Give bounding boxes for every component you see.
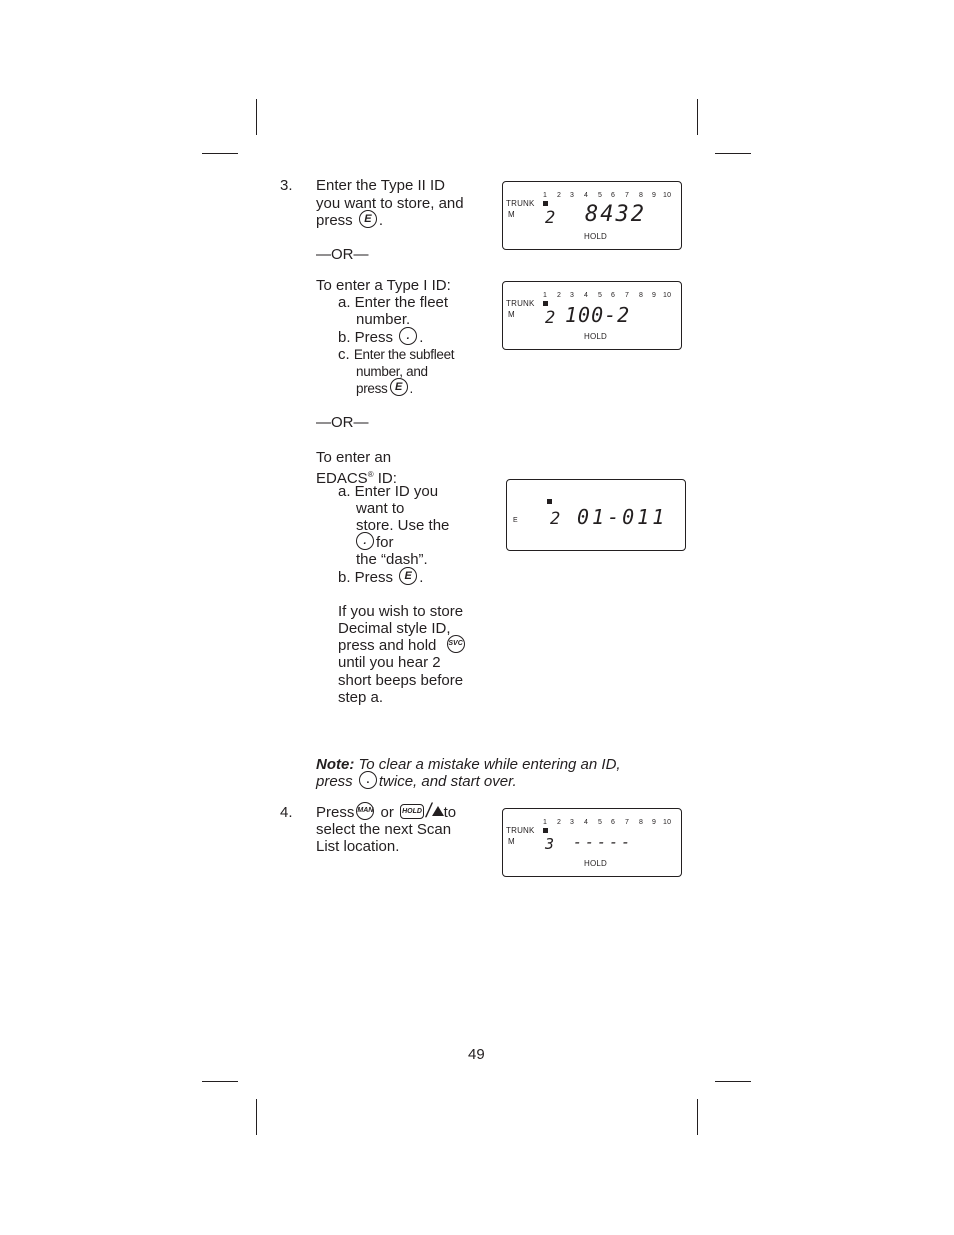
id-digits: ----- [573, 833, 634, 851]
step-4-number: 4. [280, 804, 293, 821]
channel-number: 5 [598, 292, 603, 299]
note-end-text: twice, and start over. [378, 773, 517, 790]
crop-mark [256, 1099, 257, 1135]
period-text: . [378, 212, 384, 229]
note-line2 [316, 773, 517, 791]
decimal-line2: Decimal style ID, [338, 620, 451, 637]
edacs-a4 [356, 534, 394, 552]
channel-number: 10 [663, 292, 672, 299]
step-4-line1 [316, 799, 457, 822]
channel-number: 6 [611, 192, 616, 199]
step-4-line3: List location. [316, 838, 400, 855]
type1-b-text: b. Press [338, 329, 394, 346]
crop-mark [715, 153, 751, 154]
for-text: for [376, 534, 394, 551]
edacs-a1: a. Enter ID you [338, 483, 439, 500]
id-digits: 100-2 [565, 303, 631, 327]
step-3-line1: Enter the Type II ID [316, 177, 445, 194]
note-text: To clear a mistake while entering an ID, [358, 756, 621, 773]
channel-number: 4 [584, 292, 589, 299]
note-line1 [316, 756, 621, 773]
indicator [547, 499, 552, 504]
crop-mark [697, 1099, 698, 1135]
trunk-indicator [543, 301, 548, 306]
or-divider: —OR— [316, 246, 369, 263]
edacs-title1: To enter an [316, 449, 392, 466]
channel-number: 4 [584, 192, 589, 199]
decimal-line3 [338, 637, 467, 655]
channel-number: 1 [543, 192, 548, 199]
press-text: Press [316, 804, 355, 821]
step-3-number: 3. [280, 177, 293, 194]
bank-digit: 3 [545, 835, 557, 853]
channel-number: 6 [611, 819, 616, 826]
press-hold-text: press and hold [338, 637, 437, 654]
edacs-a3: store. Use the [356, 517, 450, 534]
period-text: . [419, 329, 424, 346]
channel-number: 2 [557, 819, 562, 826]
m-label: M [508, 310, 515, 319]
id-digits: 8432 [585, 202, 646, 227]
channel-number: 9 [652, 292, 657, 299]
type1-a2: number. [356, 311, 411, 328]
bank-digit: 2 [545, 308, 558, 328]
period-text: . [409, 381, 413, 396]
trunk-label: TRUNK [506, 826, 535, 835]
channel-number: 6 [611, 292, 616, 299]
e-key-icon: E [399, 567, 417, 585]
dot-key-icon: . [356, 532, 374, 550]
trunk-indicator [543, 201, 548, 206]
crop-mark [697, 99, 698, 135]
e-label: E [513, 517, 518, 524]
channel-number: 3 [570, 819, 575, 826]
channel-number: 3 [570, 192, 575, 199]
step-3-line2: you want to store, and [316, 195, 464, 212]
or-text: or [380, 804, 394, 821]
dot-key-icon: . [399, 327, 417, 345]
or-divider: —OR— [316, 414, 369, 431]
channel-number: 8 [639, 192, 644, 199]
crop-mark [202, 153, 238, 154]
hold-label: HOLD [584, 859, 608, 868]
m-label: M [508, 210, 515, 219]
decimal-line5: short beeps before [338, 672, 464, 689]
man-key-icon: MAN [356, 802, 374, 820]
channel-number: 3 [570, 292, 575, 299]
note-label: Note: [316, 756, 355, 773]
press-text: press [356, 381, 388, 396]
channel-number: 5 [598, 192, 603, 199]
trunk-label: TRUNK [506, 199, 535, 208]
channel-number: 2 [557, 292, 562, 299]
edacs-text: EDACS [316, 470, 368, 487]
e-key-icon: E [359, 210, 377, 228]
crop-mark [202, 1081, 238, 1082]
lcd-display-type2 [502, 181, 682, 250]
channel-number: 10 [663, 819, 672, 826]
hold-key-icon: HOLD [400, 804, 424, 819]
m-label: M [508, 837, 515, 846]
type1-c3 [356, 380, 413, 398]
channel-number: 1 [543, 819, 548, 826]
type1-a1: a. Enter the fleet [338, 294, 449, 311]
to-text: to [443, 804, 457, 821]
lcd-display-edacs [506, 479, 686, 551]
press-text: press [316, 773, 353, 790]
registered-mark: ® [367, 470, 374, 479]
svc-key-icon: SVC [447, 635, 465, 653]
lcd-display-next [502, 808, 682, 877]
type1-title: To enter a Type I ID: [316, 277, 451, 294]
lcd-display-type1 [502, 281, 682, 350]
channel-number: 5 [598, 819, 603, 826]
channel-number: 2 [557, 192, 562, 199]
channel-number: 9 [652, 819, 657, 826]
up-arrow-icon [432, 806, 444, 816]
trunk-indicator [543, 828, 548, 833]
channel-number: 7 [625, 192, 630, 199]
type1-c1-text: Enter the subfleet [353, 347, 455, 362]
decimal-line4: until you hear 2 [338, 654, 441, 671]
e-key-icon: E [390, 378, 408, 396]
type1-b [338, 329, 423, 347]
step-4-line2: select the next Scan [316, 821, 452, 838]
decimal-line1: If you wish to store [338, 603, 464, 620]
bank-digit: 2 [550, 509, 563, 529]
dot-key-icon: . [359, 771, 377, 789]
channel-number: 10 [663, 192, 672, 199]
type1-c2: number, and [356, 364, 428, 379]
bank-digit: 2 [545, 208, 558, 228]
edacs-b-text: b. Press [338, 569, 394, 586]
trunk-label: TRUNK [506, 299, 535, 308]
decimal-line6: step a. [338, 689, 384, 706]
channel-number: 7 [625, 819, 630, 826]
crop-mark [715, 1081, 751, 1082]
step-3-line3 [316, 212, 383, 230]
type1-c1 [338, 346, 454, 363]
period-text: . [419, 569, 424, 586]
channel-number: 8 [639, 292, 644, 299]
slash-icon: / [424, 799, 434, 822]
press-text: press [316, 212, 353, 229]
crop-mark [256, 99, 257, 135]
hold-label: HOLD [584, 332, 608, 341]
channel-number: 4 [584, 819, 589, 826]
id-digits: 01-011 [577, 505, 668, 529]
edacs-a2: want to [356, 500, 405, 517]
page-number: 49 [468, 1046, 485, 1063]
id-text: ID: [373, 470, 397, 487]
channel-number: 8 [639, 819, 644, 826]
edacs-b [338, 569, 423, 587]
type1-c-letter: c. [338, 346, 350, 363]
channel-number: 7 [625, 292, 630, 299]
hold-label: HOLD [584, 232, 608, 241]
channel-number: 1 [543, 292, 548, 299]
edacs-a5: the “dash”. [356, 551, 428, 568]
channel-number: 9 [652, 192, 657, 199]
